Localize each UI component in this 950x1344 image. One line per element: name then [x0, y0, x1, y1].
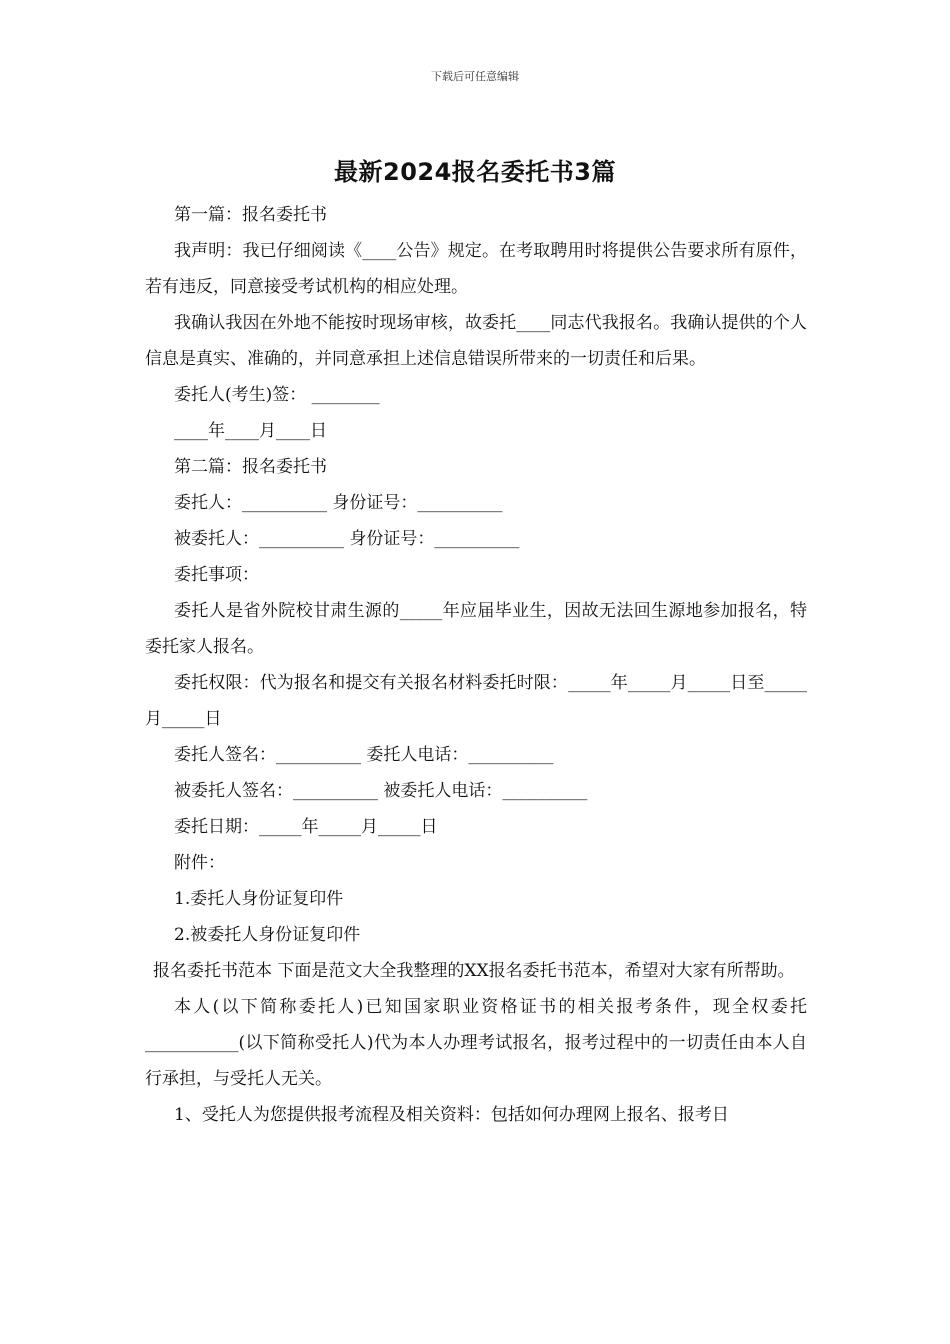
page-header: 下载后可任意编辑	[431, 70, 519, 83]
attachments-heading: 附件：	[174, 853, 225, 873]
paragraph-statement: 本人(以下简称委托人)已知国家职业资格证书的相关报考条件，现全权委托___________(以下简称受托人)代为本人办理考试报名，报考过程中的一切责任由本人自行承担，与受托人无关。	[145, 997, 807, 1089]
document-body	[145, 197, 807, 1133]
paragraph-item-1: 1、受托人为您提供报考流程及相关资料：包括如何办理网上报名、报考日	[174, 1105, 729, 1125]
document-title: 最新2024报名委托书3篇	[334, 158, 616, 186]
paragraph-matters: 委托人是省外院校甘肃生源的_____年应届毕业生，因故无法回生源地参加报名，特委托家人报名。	[145, 601, 807, 657]
agent-signature-line: 被委托人签名：__________ 被委托人电话：__________	[174, 781, 588, 801]
paragraph-declaration: 我声明：我已仔细阅读《____公告》规定。在考取聘用时将提供公告要求所有原件，若有违反，同意接受考试机构的相应处理。	[145, 241, 807, 297]
agent-info-line: 被委托人：__________ 身份证号：__________	[174, 529, 520, 549]
signature-line: 委托人(考生)签： ________	[174, 385, 380, 405]
paragraph-template-intro: 报名委托书范本 下面是范文大全我整理的XX报名委托书范本，希望对大家有所帮助。	[153, 961, 795, 981]
attachment-item-2: 2.被委托人身份证复印件	[174, 925, 361, 945]
paragraph-confirmation: 我确认我因在外地不能按时现场审核，故委托____同志代我报名。我确认提供的个人信息是真实、准确的，并同意承担上述信息错误所带来的一切责任和后果。	[145, 313, 807, 369]
section-heading-1: 第一篇：报名委托书	[174, 205, 327, 225]
paragraph-authority: 委托权限：代为报名和提交有关报名材料委托时限：_____年_____月_____日至_____月_____日	[145, 673, 807, 729]
date-line: ____年____月____日	[174, 421, 327, 441]
principal-info-line: 委托人：__________ 身份证号：__________	[174, 493, 503, 513]
principal-signature-line: 委托人签名：__________ 委托人电话：__________	[174, 745, 554, 765]
section-heading-2: 第二篇：报名委托书	[174, 457, 327, 477]
matters-heading: 委托事项：	[174, 565, 259, 585]
entrust-date-line: 委托日期：_____年_____月_____日	[174, 817, 438, 837]
attachment-item-1: 1.委托人身份证复印件	[174, 889, 344, 909]
